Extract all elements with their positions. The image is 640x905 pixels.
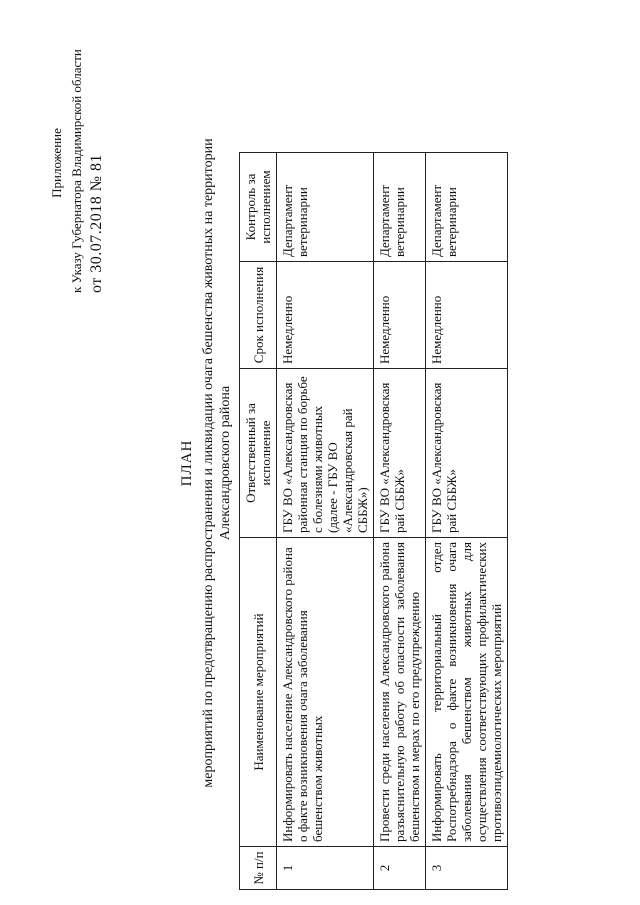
- header-responsible: Ответственный за исполнение: [240, 369, 277, 538]
- row-measure: Информировать население Александровского района о факте возникновения очага заболевания бешенством животных: [277, 538, 374, 847]
- header-term: Срок исполнения: [240, 262, 277, 369]
- number-value: 81: [88, 153, 105, 171]
- row-responsible: ГБУ ВО «Александровская рай СББЖ»: [374, 369, 426, 538]
- table-header-row: [240, 153, 277, 890]
- header-no: № п/п: [240, 847, 277, 890]
- document-title: [179, 63, 234, 863]
- row-control: Департамент ветеринарии: [426, 153, 508, 262]
- header-control: Контроль за исполнением: [240, 153, 277, 262]
- number-sign: №: [88, 175, 105, 192]
- row-term: Немедленно: [374, 262, 426, 369]
- plan-table: [239, 152, 508, 890]
- row-control: Департамент ветеринарии: [277, 153, 374, 262]
- rotated-page: [1, 23, 601, 903]
- row-number: 1: [277, 847, 374, 890]
- row-number: 2: [374, 847, 426, 890]
- row-term: Немедленно: [426, 262, 508, 369]
- date-prefix: от: [88, 277, 105, 293]
- plan-subtitle: мероприятий по предотвращению распространения и ликвидации очага бешенства животных на территории: [201, 138, 216, 788]
- row-responsible: ГБУ ВО «Александровская районная станция по борьбе с болезнями животных (далее - ГБУ ВО «Александровская рай СББЖ»): [277, 369, 374, 538]
- row-measure: Провести среди населения Александровского района разъяснительную работу об опасности заболевания бешенством и мерах по его предупреждению: [374, 538, 426, 847]
- appendix-label: Приложение: [49, 128, 64, 198]
- table-row: [277, 153, 374, 890]
- table-row: [374, 153, 426, 890]
- appendix-header: [47, 33, 107, 293]
- appendix-decree: к Указу Губернатора Владимирской области: [69, 49, 84, 293]
- header-name: Наименование мероприятий: [240, 538, 277, 847]
- plan-heading: ПЛАН: [179, 439, 195, 487]
- row-responsible: ГБУ ВО «Александровская рай СББЖ»: [426, 369, 508, 538]
- appendix-date-line: [87, 33, 107, 293]
- row-measure: Информировать территориальный отдел Роспотребнадзора о факте возникновения очага заболевания бешенством животных для осуществления соответствующих профилактических противоэпидемиологических мероприятий: [426, 538, 508, 847]
- row-term: Немедленно: [277, 262, 374, 369]
- plan-subtitle-district: Александровского района: [218, 385, 233, 541]
- row-number: 3: [426, 847, 508, 890]
- row-control: Департамент ветеринарии: [374, 153, 426, 262]
- date-value: 30.07.2018: [88, 195, 105, 273]
- table-row: [426, 153, 508, 890]
